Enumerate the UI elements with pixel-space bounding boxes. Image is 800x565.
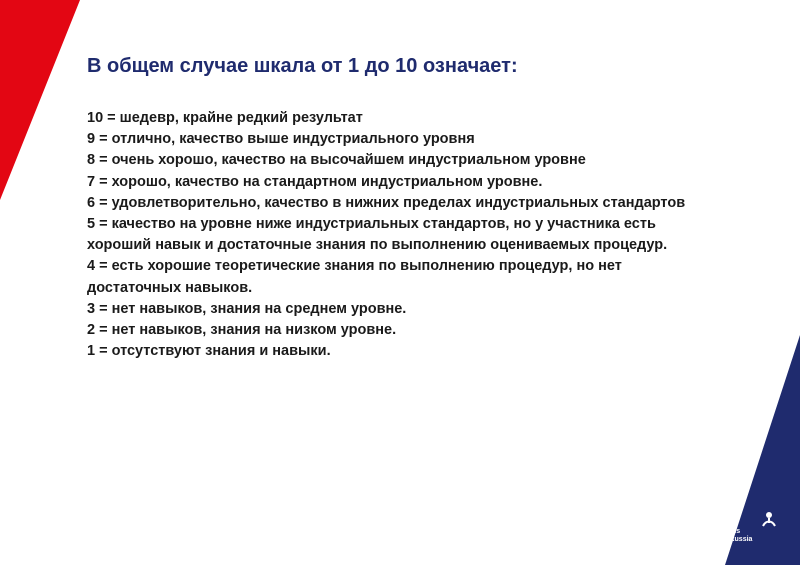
scale-item-1: 1 = отсутствуют знания и навыки. [87, 343, 331, 360]
scale-item-2: 2 = нет навыков, знания на низком уровне. [87, 322, 397, 339]
scale-item-5: 5 = качество на уровне ниже индустриальных стандартов, но у участника есть хороший навык и достаточные знания по выполнению оцениваемых процедур. [87, 216, 668, 254]
scale-item-9: 9 = отлично, качество выше индустриального уровня [87, 131, 475, 148]
scale-item-3: 3 = нет навыков, знания на среднем уровне. [87, 300, 407, 317]
scale-item-4: 4 = есть хорошие теоретические знания по выполнению процедур, но нет достаточных навыков. [87, 258, 622, 296]
red-corner-decoration [0, 0, 80, 200]
worldskills-emblem-icon [760, 510, 778, 528]
scale-item-10: 10 = шедевр, крайне редкий результат [87, 110, 363, 126]
scale-item-6: 6 = удовлетворительно, качество в нижних пределах индустриальных стандартов [87, 194, 686, 211]
scale-item-7: 7 = хорошо, качество на стандартном индустриальном уровне. [87, 173, 543, 190]
scale-item-8: 8 = очень хорошо, качество на высочайшем индустриальном уровне [87, 152, 586, 169]
logo-text-line2: профессионалы Russia [670, 536, 753, 543]
scale-list [87, 108, 697, 362]
slide-title: В общем случае шкала от 1 до 10 означает: [87, 55, 518, 77]
logo-text-line1: молодые worldskills [670, 528, 741, 535]
worldskills-logo [670, 510, 778, 542]
